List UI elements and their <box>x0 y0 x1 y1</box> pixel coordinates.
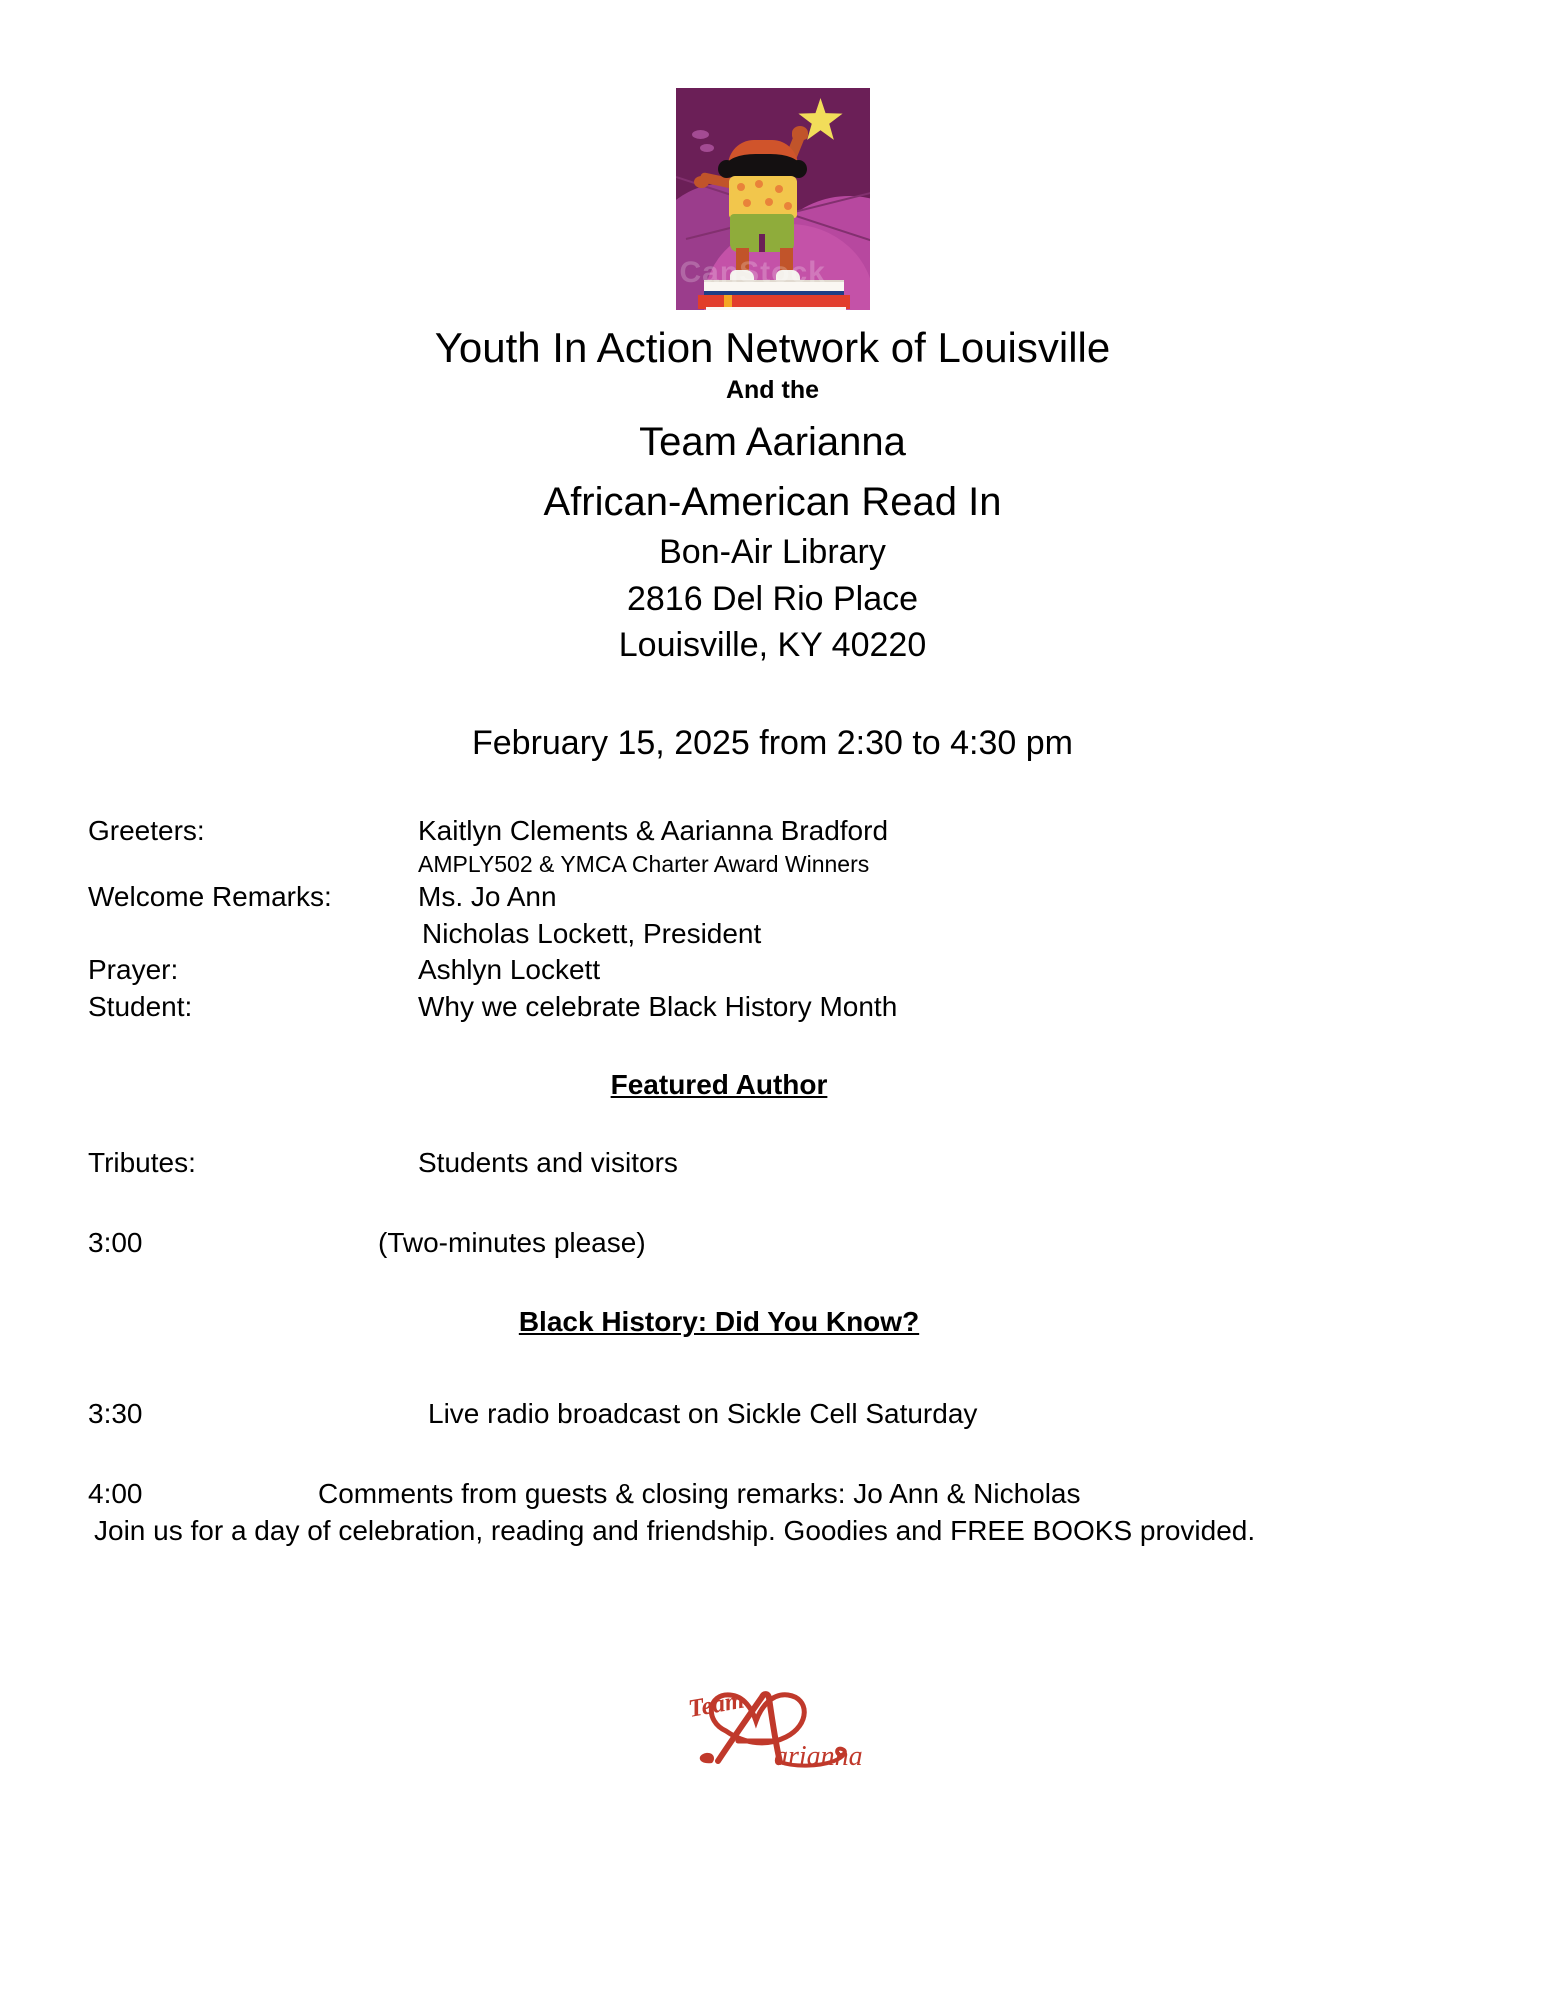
shirt-flower <box>755 180 763 188</box>
figure-right-hand <box>792 126 808 140</box>
stock-watermark: CanStock <box>679 256 826 289</box>
svg-text:Team: Team <box>685 1686 746 1723</box>
shirt-flower <box>765 198 773 206</box>
greeters-label: Greeters: <box>88 815 205 847</box>
greeters-subtitle: AMPLY502 & YMCA Charter Award Winners <box>418 850 870 877</box>
event-name: African-American Read In <box>543 480 1002 525</box>
header-logo-container <box>0 0 1545 310</box>
sky-dot <box>700 144 714 152</box>
shirt-flower <box>775 185 783 193</box>
closing-invitation: Join us for a day of celebration, reading and friendship. Goodies and FREE BOOKS provided. <box>94 1514 1256 1546</box>
venue-street: 2816 Del Rio Place <box>626 579 919 618</box>
shirt-flower <box>784 202 792 210</box>
student-label: Student: <box>88 990 193 1022</box>
spacer <box>88 1262 1485 1306</box>
time-400-value: Comments from guests & closing remarks: Jo Ann & Nicholas <box>318 1478 1081 1510</box>
program-row-welcome <box>88 879 1485 915</box>
program-row-330 <box>88 1396 1485 1432</box>
program-row-300 <box>88 1225 1485 1261</box>
footer-logo-text-top <box>668 1774 669 1775</box>
prayer-value: Ashlyn Lockett <box>418 954 601 986</box>
team-aarianna-script-logo-icon <box>668 1669 878 1774</box>
welcome-subtitle: Nicholas Lockett, President <box>422 917 762 949</box>
program-row-student <box>88 989 1485 1025</box>
venue-city-state-zip: Louisville, KY 40220 <box>618 626 927 665</box>
welcome-value: Ms. Jo Ann <box>418 881 557 913</box>
greeters-value: Kaitlyn Clements & Aarianna Bradford <box>418 815 889 847</box>
program-row-tributes <box>88 1145 1485 1181</box>
figure-shorts <box>730 214 794 252</box>
did-you-know-heading: Black History: Did You Know? <box>518 1305 920 1337</box>
spacer <box>88 1101 1485 1145</box>
prayer-label: Prayer: <box>88 954 179 986</box>
spacer <box>88 1181 1485 1225</box>
footer-logo-container <box>0 1669 1545 1774</box>
time-300-value: (Two-minutes please) <box>378 1227 646 1259</box>
sky-dot <box>692 130 709 139</box>
tributes-value: Students and visitors <box>418 1147 678 1179</box>
spacer <box>88 1025 1485 1069</box>
venue-name: Bon-Air Library <box>659 532 886 571</box>
figure-left-hand <box>694 176 709 188</box>
program-schedule <box>0 813 1545 1549</box>
and-the-text: And the <box>725 376 820 405</box>
shirt-flower <box>743 199 751 207</box>
tributes-label: Tributes: <box>88 1147 196 1179</box>
footer-logo-text-main <box>668 1774 669 1775</box>
organization-title: Youth In Action Network of Louisville <box>434 324 1111 371</box>
figure-shirt <box>729 176 797 218</box>
student-value: Why we celebrate Black History Month <box>418 990 898 1022</box>
time-400-label: 4:00 <box>88 1478 143 1510</box>
spacer <box>88 1432 1485 1476</box>
book-stack-item <box>706 307 846 310</box>
time-330-value: Live radio broadcast on Sickle Cell Saturday <box>428 1397 978 1429</box>
child-on-books-illustration-icon <box>676 88 870 310</box>
event-date-time: February 15, 2025 from 2:30 to 4:30 pm <box>471 724 1073 763</box>
program-row-prayer <box>88 952 1485 988</box>
spacer <box>88 1338 1485 1396</box>
featured-author-heading: Featured Author <box>610 1069 828 1101</box>
team-name: Team Aarianna <box>639 420 906 465</box>
svg-text:arianna: arianna <box>773 1741 863 1772</box>
time-300-label: 3:00 <box>88 1227 143 1259</box>
shirt-flower <box>737 183 745 191</box>
program-row-greeters-sub <box>88 850 1485 880</box>
welcome-label: Welcome Remarks: <box>88 881 332 913</box>
program-row-greeters <box>88 813 1485 849</box>
program-row-400 <box>88 1476 1485 1512</box>
time-330-label: 3:30 <box>88 1397 143 1429</box>
program-row-welcome-sub <box>88 916 1485 952</box>
